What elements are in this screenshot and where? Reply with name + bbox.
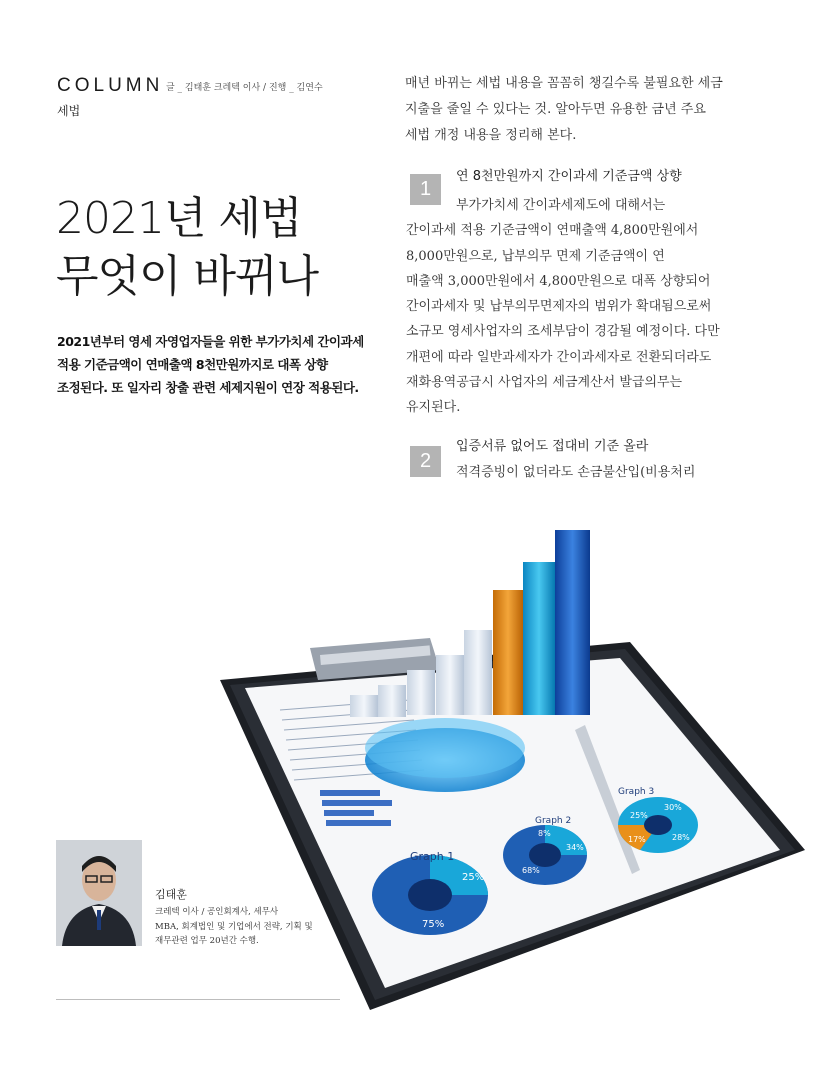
graph-label: Graph 3 xyxy=(618,787,655,797)
intro-line: 지출을 줄일 수 있다는 것. 알아두면 유용한 금년 주요 xyxy=(405,102,706,117)
bio-line: MBA, 회계법인 및 기업에서 전략, 기획 및 xyxy=(155,921,313,932)
item-heading: 연 8천만원까지 간이과세 기준금액 상향 xyxy=(456,169,682,184)
body-line: 개편에 따라 일반과세자가 간이과세자로 전환되더라도 xyxy=(406,349,712,365)
graph-label: Graph 2 xyxy=(535,816,572,826)
article-title xyxy=(56,190,318,306)
body-line: 재화용역공급시 사업자의 세금계산서 발급의무는 xyxy=(406,375,683,391)
pie-value: 28% xyxy=(672,833,690,842)
graph-label: Graph 1 xyxy=(410,850,455,863)
item-body xyxy=(456,460,756,485)
body-line: 간이과세 적용 기준금액이 연매출액 4,800만원에서 xyxy=(406,223,699,239)
pie-value: 25% xyxy=(630,811,648,820)
section-label: 세법 xyxy=(57,104,81,118)
pie-value: 34% xyxy=(566,843,584,852)
author-photo xyxy=(56,840,142,946)
body-line: 적격증빙이 없더라도 손금불산입(비용처리 xyxy=(456,465,696,480)
item-number-badge: 1 xyxy=(410,174,441,205)
bio-line: 크레텍 이사 / 공인회계사, 세무사 xyxy=(155,907,279,917)
body-line: 유지된다. xyxy=(406,400,461,416)
author-name: 김태훈 xyxy=(155,888,187,901)
title-line: 2021년 세법 xyxy=(56,193,302,244)
pie-value: 8% xyxy=(538,829,551,838)
pie-value: 30% xyxy=(664,803,682,812)
bar-chart-3d xyxy=(350,530,590,717)
body-line: 부가가치세 간이과세제도에 대해서는 xyxy=(456,198,666,213)
title-line: 무엇이 바뀌나 xyxy=(56,251,319,302)
item-number-badge: 2 xyxy=(410,446,441,477)
intro-line: 매년 바뀌는 세법 내용을 꼼꼼히 챙길수록 불필요한 세금 xyxy=(405,76,723,91)
pie-value: 75% xyxy=(422,919,445,930)
body-line: 8,000만원으로, 납부의무 면제 기준금액이 연 xyxy=(406,248,665,264)
body-line: 간이과세자 및 납부의무면제자의 범위가 확대됨으로써 xyxy=(406,299,712,315)
lead-line: 2021년부터 영세 자영업자들을 위한 부가가치세 간이과세 xyxy=(57,334,364,349)
pie-value: 17% xyxy=(628,835,646,844)
body-line: 매출액 3,000만원에서 4,800만원으로 대폭 상향되어 xyxy=(406,273,711,289)
pie-value: 68% xyxy=(522,866,540,875)
body-line: 소규모 영세사업자의 조세부담이 경감될 예정이다. 다만 xyxy=(406,324,720,340)
lead-line: 적용 기준금액이 연매출액 8천만원까지로 대폭 상향 xyxy=(57,357,328,372)
lead-line: 조정된다. 또 일자리 창출 관련 세제지원이 연장 적용된다. xyxy=(57,380,359,395)
lead-paragraph xyxy=(57,330,377,399)
pie-value: 25% xyxy=(462,872,485,883)
divider xyxy=(56,999,340,1000)
intro-line: 세법 개정 내용을 정리해 본다. xyxy=(405,128,577,143)
intro-paragraph xyxy=(405,71,745,149)
author-bio xyxy=(155,905,335,949)
bio-line: 재무관련 업무 20년간 수행. xyxy=(155,936,259,946)
author-portrait xyxy=(56,840,142,946)
column-label: COLUMN xyxy=(57,75,164,96)
item-body xyxy=(406,193,756,421)
byline: 글 _ 김태훈 크레텍 이사 / 진행 _ 김연수 xyxy=(166,83,323,93)
item-heading: 입증서류 없어도 접대비 기준 올라 xyxy=(456,439,649,454)
